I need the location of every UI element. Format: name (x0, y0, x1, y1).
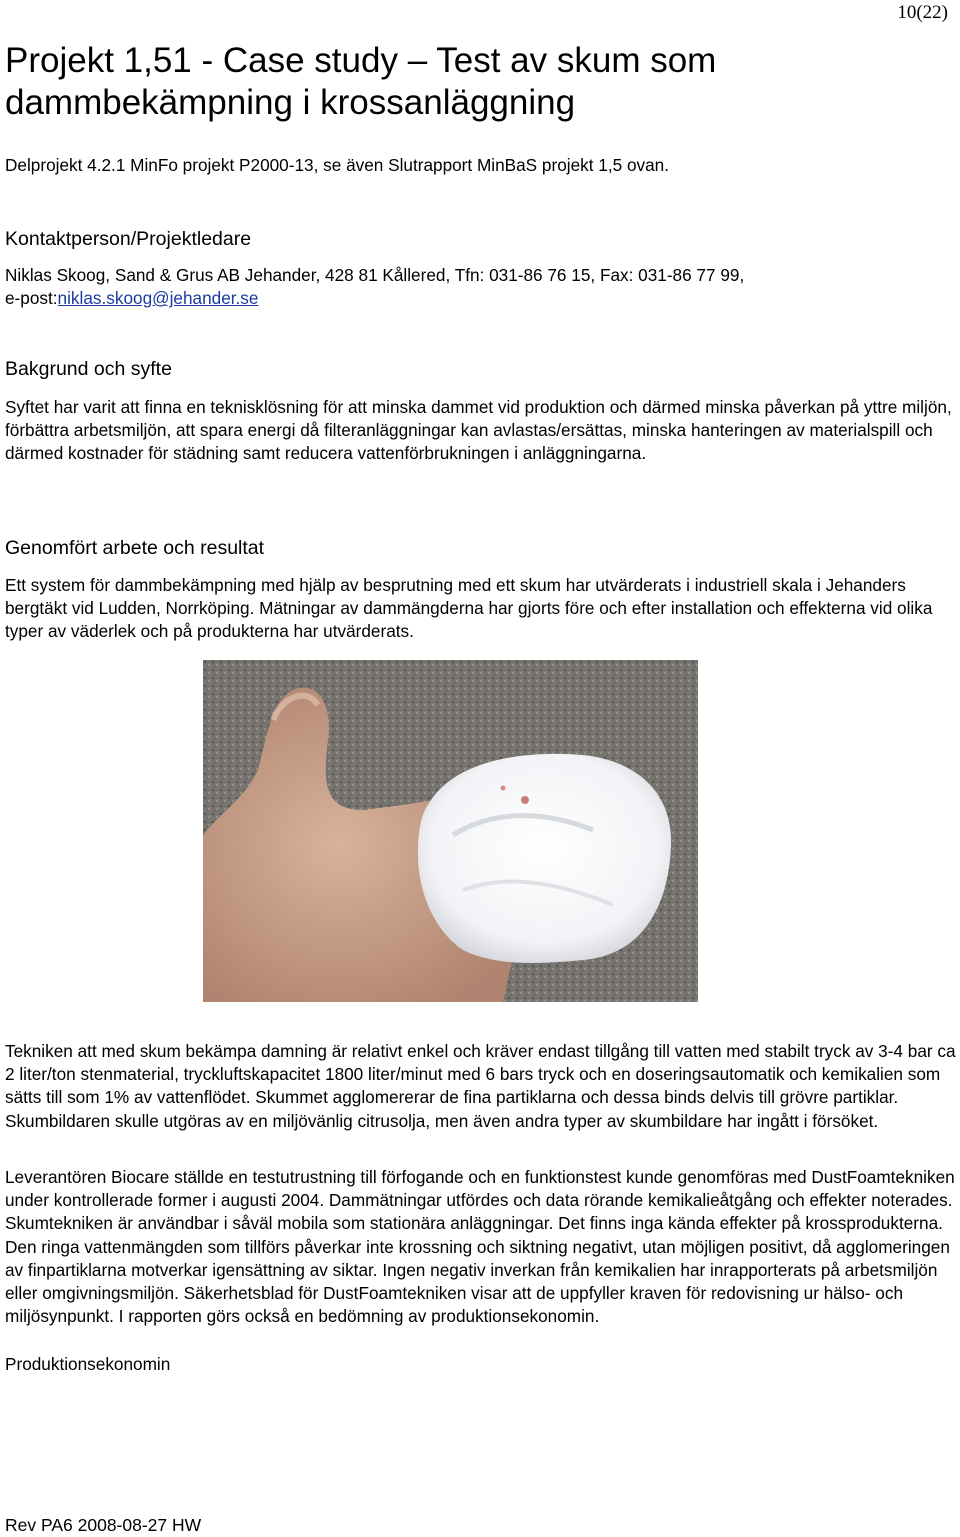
background-heading: Bakgrund och syfte (5, 358, 172, 380)
work-heading: Genomfört arbete och resultat (5, 537, 265, 559)
work-text: Ett system för dammbekämpning med hjälp av besprutning med ett skum har utvärderats i industriell skala i Jehanders bergtäkt vid Ludden, Norrköping. Mätningar av dammängderna har gjorts före och efter installation och effekterna vid olika typer av väderlek och på produkterna har utvärderats. (5, 575, 933, 642)
page-number: 10(22) (897, 2, 948, 23)
email-label: e-post: (5, 288, 58, 309)
contact-details (5, 264, 960, 310)
foam-photo (203, 660, 698, 1002)
title-line-2: dammbekämpning i krossanläggning (5, 83, 576, 122)
revision-footer: Rev PA6 2008-08-27 HW (5, 1515, 202, 1535)
contact-line: Niklas Skoog, Sand & Grus AB Jehander, 428 81 Kållered, Tfn: 031-86 76 15, Fax: 031-86 77 99, (5, 265, 745, 285)
supplier-paragraph: Leverantören Biocare ställde en testutrustning till förfogande och en funktionstest kunde genomföras med DustFoamtekniken under kontrollerade former i augusti 2004. Dammätningar utfördes och data rörande kemikalieåtgång och effekter noterades. Skumtekniken är användbar i såväl mobila som stationära anläggningar. Det finns inga kända effekter på krossprodukterna. Den ringa vattenmängden som tillförs påverkar inte krossning och siktning negativt, utan möjligen positivt, då agglomeringen av finpartiklarna motverkar igensättning av siktar. Ingen negativ inverkan från kemikalien har inrapporterats på arbetsmiljön eller omgivningsmiljön. Säkerhetsblad för DustFoamtekniken visar att de uppfyller kraven för redovisning ur hälso- och miljösynpunkt. I rapporten görs också en bedömning av produktionsekonomin. (5, 1167, 955, 1327)
contact-heading: Kontaktperson/Projektledare (5, 228, 252, 250)
title-line-1: Projekt 1,51 - Case study – Test av skum som (5, 41, 717, 80)
background-text: Syftet har varit att finna en teknisklösning för att minska dammet vid produktion och därmed minska påverkan på yttre miljön, förbättra arbetsmiljön, att spara energi då filteranläggningar kan avlastas/ersättas, minska hanteringen av materialspill och därmed kostnader för städning samt reducera vattenförbrukningen i anläggningarna. (5, 397, 952, 464)
technique-paragraph: Tekniken att med skum bekämpa damning är relativt enkel och kräver endast tillgång till vatten med stabilt tryck av 3-4 bar ca 2 liter/ton stenmaterial, tryckluftskapacitet 1800 liter/minut med 6 bars tryck och en doseringsautomatik och kemikalien som sätts till som 1% av vattenflödet. Skummet agglomererar de fina partiklarna och dessa binds delvis till grövre partiklar. Skumbildaren skulle utgöras av en miljövänlig citrusolja, men även andra typer av skumbildare har ingått i försöket. (5, 1041, 956, 1131)
subproject-text: Delprojekt 4.2.1 MinFo projekt P2000-13, se även Slutrapport MinBaS projekt 1,5 ovan. (5, 155, 669, 175)
page-title (5, 40, 905, 124)
email-link[interactable]: niklas.skoog@jehander.se (57, 288, 259, 309)
production-economy-text: Produktionsekonomin (5, 1354, 171, 1374)
foam-in-hand-image (203, 660, 698, 1002)
